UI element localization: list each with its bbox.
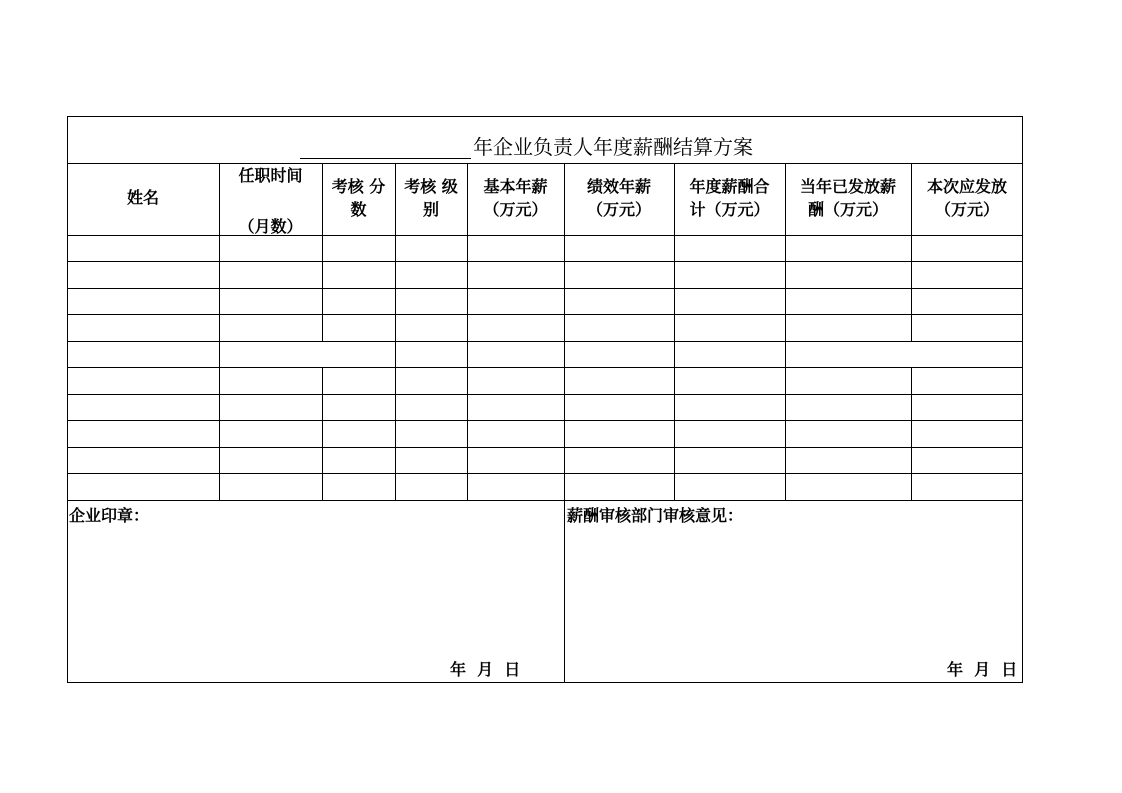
title-text: 年企业负责人年度薪酬结算方案 bbox=[473, 135, 753, 159]
header-score-line1: 考核 分 bbox=[331, 177, 386, 196]
seal-label: 企业印章： bbox=[69, 506, 150, 525]
year-blank bbox=[300, 138, 471, 159]
date-left: 年 月 日 bbox=[450, 660, 521, 679]
header-grade-line2: 别 bbox=[422, 200, 439, 219]
header-paid-line1: 当年已发放薪 bbox=[799, 177, 896, 196]
header-base-line2: （万元） bbox=[483, 200, 548, 219]
header-due-line2: （万元） bbox=[934, 200, 999, 219]
salary-settlement-form bbox=[67, 116, 1023, 683]
form-title bbox=[300, 135, 753, 159]
header-total-line2: 计（万元） bbox=[689, 200, 770, 219]
header-score-line2: 数 bbox=[350, 200, 367, 219]
header-perf-line2: （万元） bbox=[586, 200, 651, 219]
header-tenure-line2: （月数） bbox=[238, 217, 303, 236]
header-perf-line1: 绩效年薪 bbox=[586, 177, 651, 196]
date-right: 年 月 日 bbox=[947, 660, 1018, 679]
header-paid-line2: 酬（万元） bbox=[807, 200, 888, 219]
review-label: 薪酬审核部门审核意见： bbox=[567, 506, 744, 525]
header-tenure-line1: 任职时间 bbox=[238, 166, 303, 185]
header-total-line1: 年度薪酬合 bbox=[689, 177, 770, 196]
header-name: 姓名 bbox=[126, 188, 159, 207]
header-due-line1: 本次应发放 bbox=[926, 177, 1007, 196]
header-grade-line1: 考核 级 bbox=[404, 177, 458, 196]
header-base-line1: 基本年薪 bbox=[483, 177, 548, 196]
